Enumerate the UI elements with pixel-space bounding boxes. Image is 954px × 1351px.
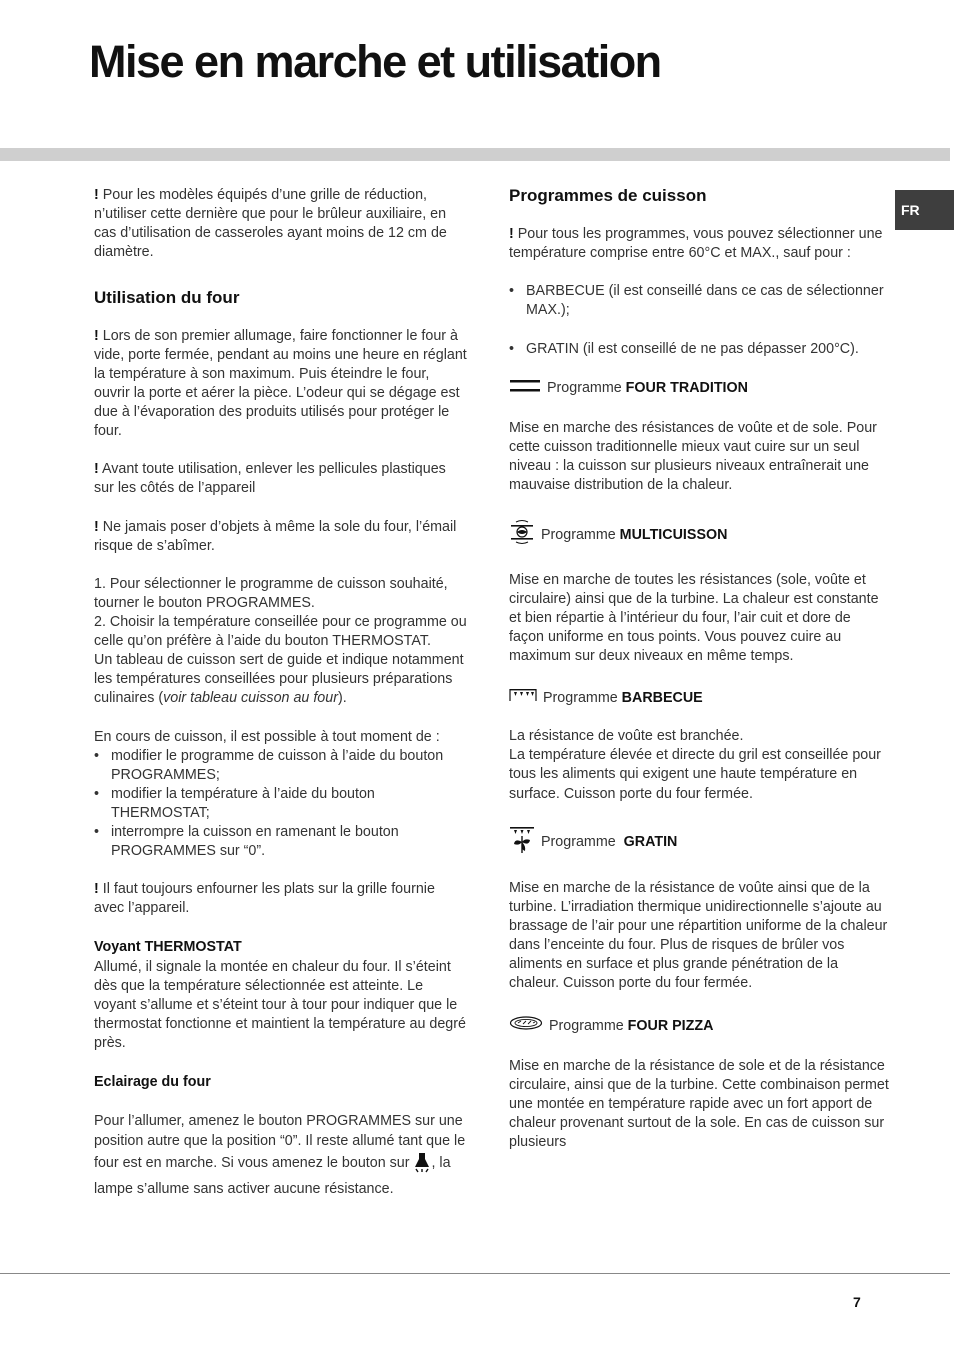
programme-four-pizza: Programme FOUR PIZZA [509, 1015, 889, 1037]
programmes-intro: ! Pour tous les programmes, vous pouvez sélectionner une température comprise entre 60°C et MAX., sauf pour : [509, 226, 883, 262]
barbecue-text-2: La température élevée et directe du gril est conseillée pour tous les aliments qui exigent une haute température en surface. Cuisson porte du four fermée. [509, 747, 881, 802]
gratin-icon [509, 826, 535, 860]
heading-programmes: Programmes de cuisson [509, 186, 707, 205]
intro-paragraph: ! Pour les modèles équipés d’une grille de réduction, n’utiliser cette dernière que pour le brûleur auxiliaire, en cas d’utilisation de casseroles ayant moins de 12 cm de diamètre. [94, 187, 447, 261]
heading-eclairage: Eclairage du four [94, 1074, 211, 1091]
page-title: Mise en marche et utilisation [89, 36, 661, 87]
gratin-text: Mise en marche de la résistance de voûte ainsi que de la turbine. L’irradiation thermique unidirectionnelle s’ajoute au brassage de l’air pour une répartition uniforme de la chaleur dans l’enceinte du four. Plus de risques de brûler vos aliments en surface et plus grande pénétration de la chaleur. Cuisson porte du four fermée. [509, 879, 888, 992]
language-tab: FR [895, 190, 954, 230]
list-item: • BARBECUE (il est conseillé dans ce cas de sélectionner MAX.); [509, 282, 889, 320]
list-item: • interrompre la cuisson en ramenant le bouton PROGRAMMES sur “0”. [94, 823, 469, 861]
voyant-text: Allumé, il signale la montée en chaleur du four. Il s’éteint dès que la température sélectionnée est atteinte. Le voyant s’allume et s’éteint tour à tour pour indiquer que le thermostat fonctionne et maintient la température au degré près. [94, 958, 466, 1051]
lamp-icon [413, 1151, 431, 1179]
warning-first-use: ! Lors de son premier allumage, faire fonctionner le four à vide, porte fermée, pendant au moins une heure en réglant la température à son maximum. Puis éteindre le four, ouvrir la porte et aérer la pièce. L’odeur qui se dégage est due à l’évaporation des produits utilisés pour protéger le four. [94, 327, 467, 440]
barbecue-icon [509, 688, 537, 708]
multicuisson-text: Mise en marche de toutes les résistances (sole, voûte et circulaire) ainsi que de la turbine. La chaleur est constante et bien répartie à l’intérieur du four, l’air cuit et dore de façon uniforme en tous points. Vous pouvez cuire au maximum sur deux niveaux en même temps. [509, 571, 879, 664]
warning-grille: ! Il faut toujours enfourner les plats sur la grille fournie avec l’appareil. [94, 881, 435, 917]
heading-voyant: Voyant THERMOSTAT [94, 939, 242, 956]
four-pizza-text: Mise en marche de la résistance de sole et de la résistance circulaire, ainsi que de la turbine. Cette combinaison permet une montée en température rapide avec un fort apport de chaleur provenant surtout de la sole. En cas de cuisson sur plusieurs [509, 1057, 889, 1150]
footer-rule [0, 1273, 950, 1274]
step-2: 2. Choisir la température conseillée pour ce programme ou celle qu’on préfère à l’aide du bouton THERMOSTAT. [94, 613, 467, 650]
right-column [509, 186, 889, 1152]
programme-four-tradition: Programme FOUR TRADITION [509, 378, 889, 400]
header-bar [0, 148, 950, 161]
four-tradition-icon [509, 378, 541, 400]
warning-mark: ! [94, 187, 99, 203]
table-note: Un tableau de cuisson sert de guide et indique notamment les températures conseillées pour plusieurs préparations culinaires (voir tableau cuisson au four). [94, 652, 464, 707]
programme-multicuisson: Programme MULTICUISSON [509, 519, 889, 551]
programme-gratin: Programme GRATIN [509, 826, 889, 860]
multicuisson-icon [509, 519, 535, 551]
during-list [94, 747, 469, 862]
step-1: 1. Pour sélectionner le programme de cuisson souhaité, tourner le bouton PROGRAMMES. [94, 575, 448, 611]
list-item: • modifier la température à l’aide du bouton THERMOSTAT; [94, 785, 469, 823]
barbecue-text-1: La résistance de voûte est branchée. [509, 728, 744, 745]
list-item: • GRATIN (il est conseillé de ne pas dépasser 200°C). [509, 340, 889, 359]
eclairage-text: Pour l’allumer, amenez le bouton PROGRAMMES sur une position autre que la position “0”. Il reste allumé tant que le four est en marche. Si vous amenez le bouton sur , la lampe s’allume sans activer aucune résistance. [94, 1113, 466, 1198]
warning-films: ! Avant toute utilisation, enlever les pellicules plastiques sur les côtés de l’appareil [94, 461, 446, 497]
during-cooking: En cours de cuisson, il est possible à tout moment de : [94, 728, 440, 745]
list-item: • modifier le programme de cuisson à l’aide du bouton PROGRAMMES; [94, 747, 469, 785]
left-column [94, 186, 469, 1199]
warning-sole: ! Ne jamais poser d’objets à même la sole du four, l’émail risque de s’abîmer. [94, 518, 457, 554]
exceptions-list [509, 282, 889, 358]
page-number: 7 [853, 1294, 861, 1310]
four-pizza-icon [509, 1015, 543, 1037]
four-tradition-text: Mise en marche des résistances de voûte et de sole. Pour cette cuisson traditionnelle mieux vaut cuire sur un seul niveau : la cuisson sur plusieurs niveaux entraînerait une mauvaise distribution de la chaleur. [509, 420, 877, 494]
programme-barbecue: Programme BARBECUE [509, 688, 889, 708]
heading-utilisation-four: Utilisation du four [94, 288, 240, 308]
